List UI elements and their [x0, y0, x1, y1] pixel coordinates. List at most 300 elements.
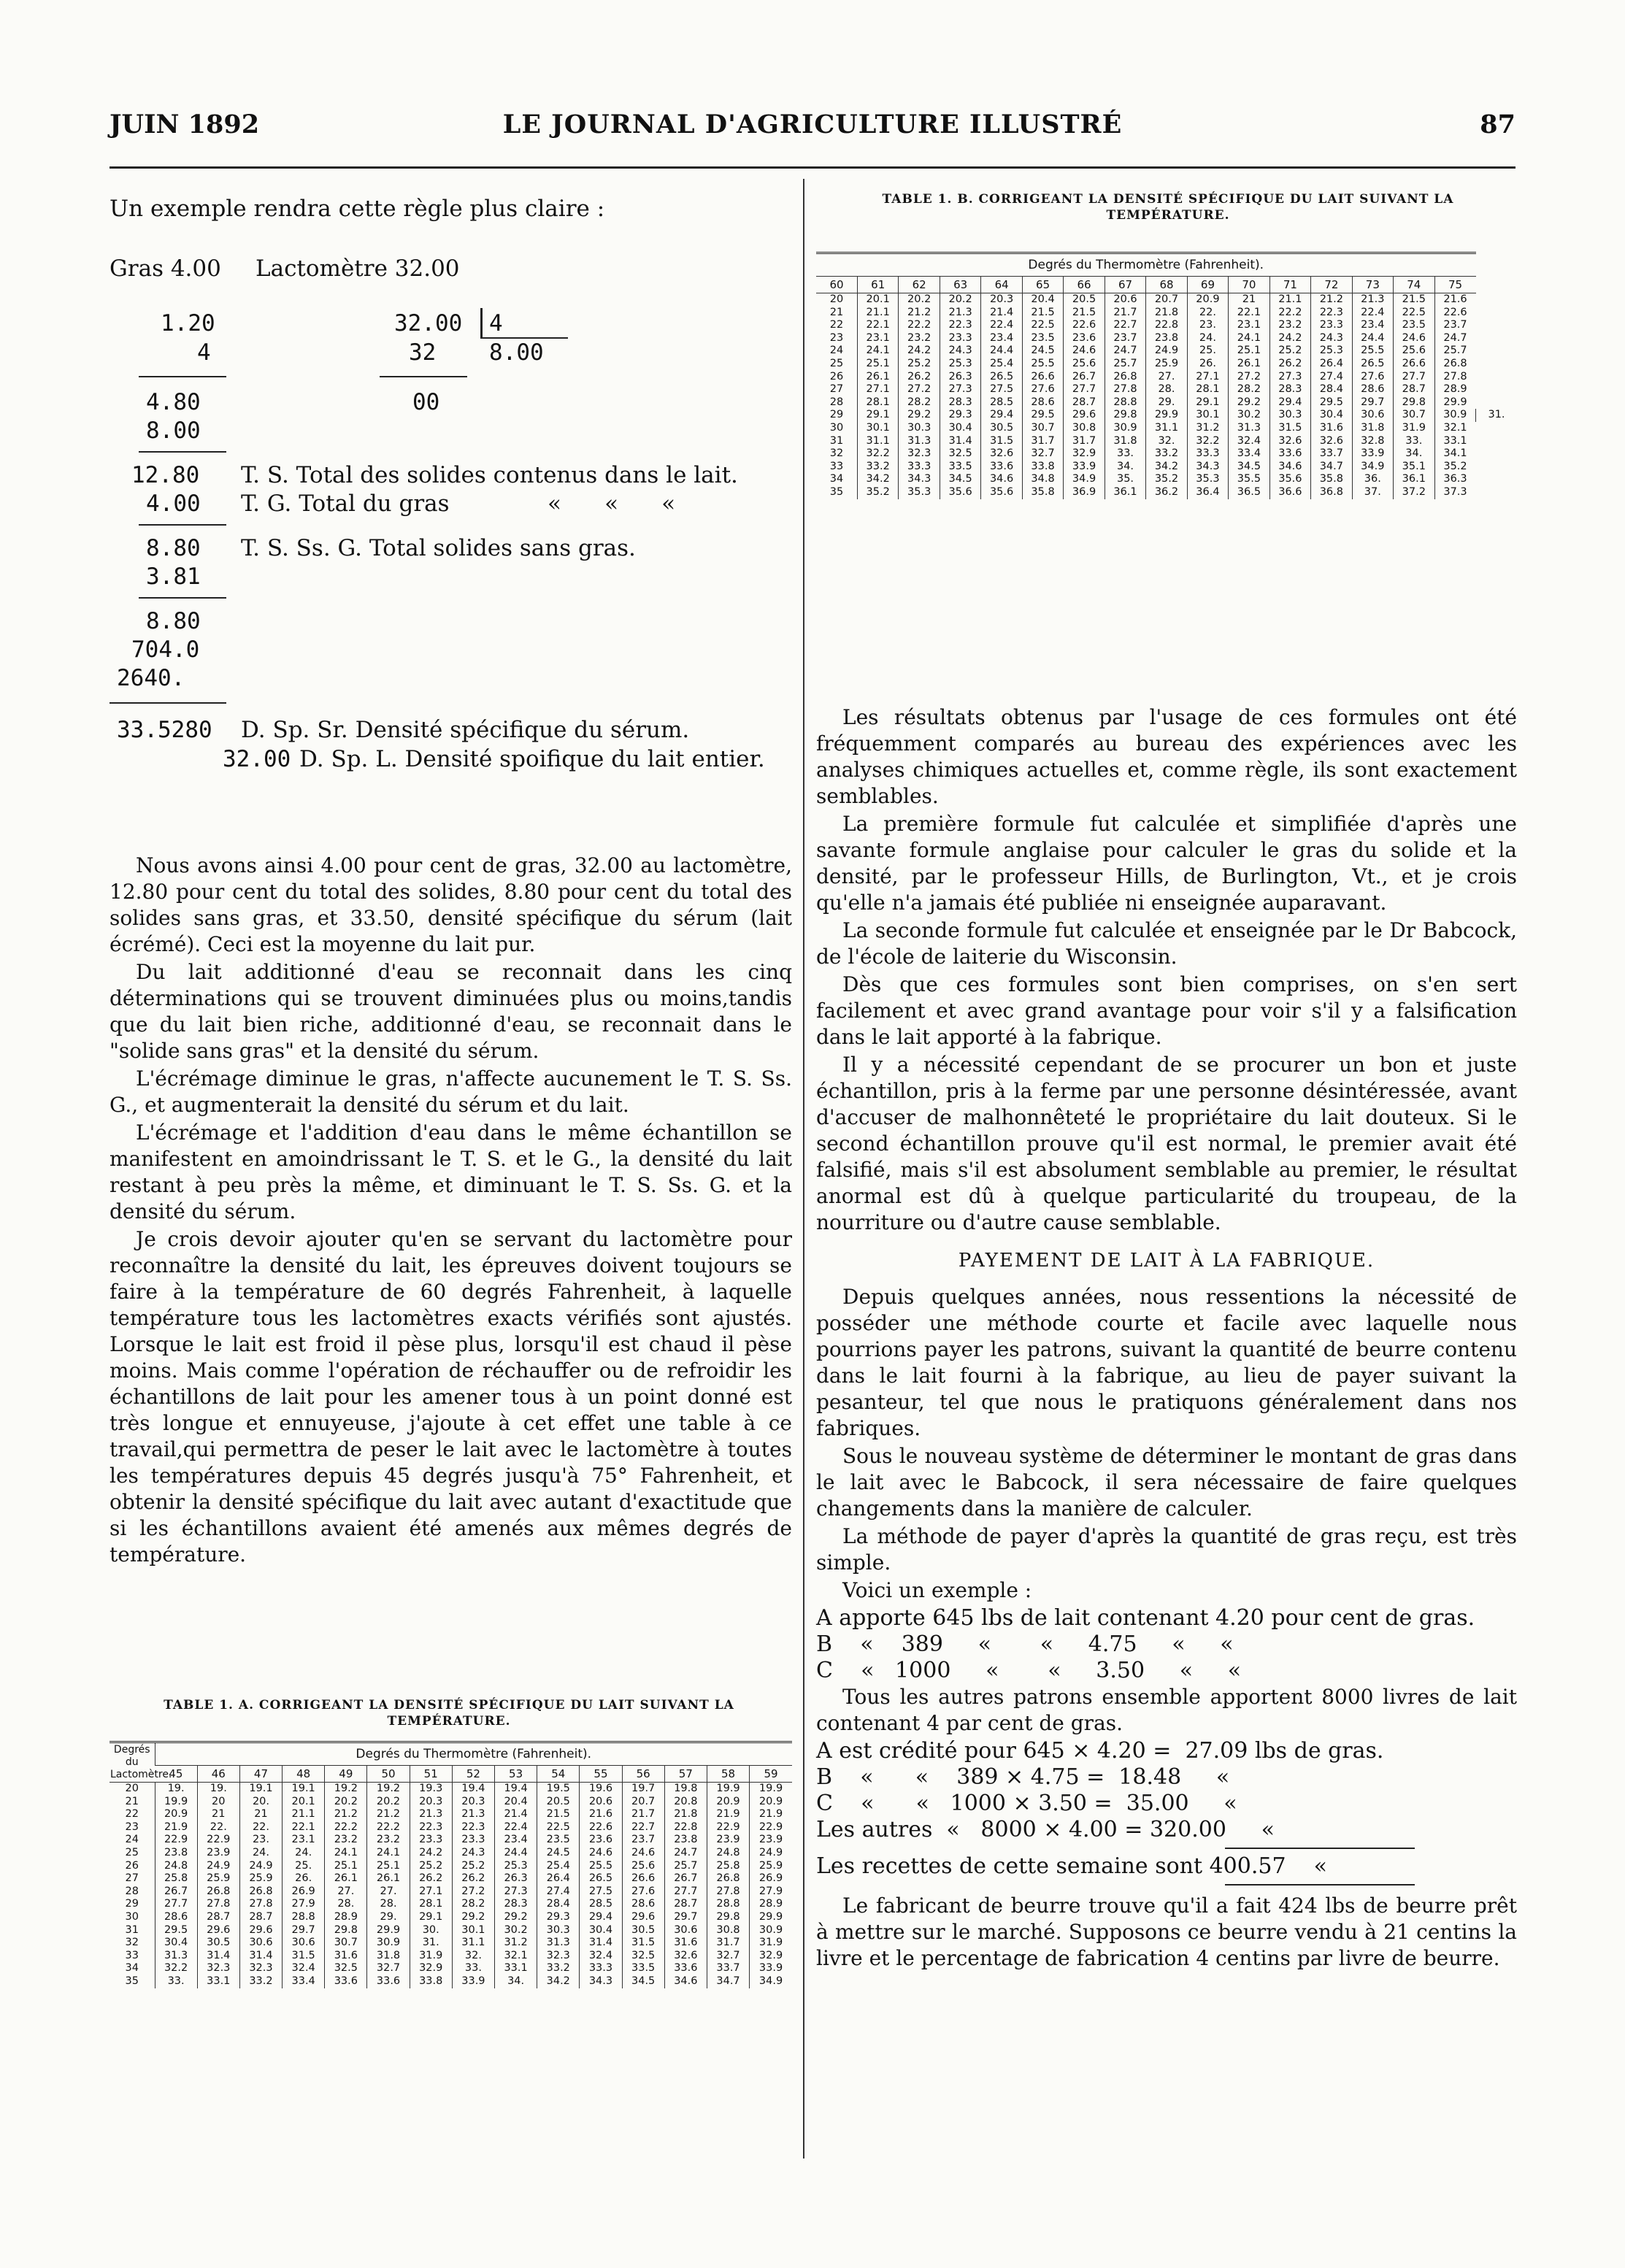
row-label: 28: [125, 1885, 139, 1897]
calc-divisor: 4: [489, 310, 503, 337]
row-label: 32: [125, 1937, 139, 1949]
table-cell: 25.4: [981, 358, 1022, 371]
table-cell: 29.9: [750, 1911, 792, 1924]
table-cell: 21: [1229, 293, 1269, 307]
table-cell: 27.6: [622, 1885, 664, 1899]
table-row: [110, 1872, 792, 1885]
table-b: [816, 252, 1517, 499]
credit-line: B « « 389 × 4.75 = 18.48 «: [816, 1764, 1230, 1790]
table-cell: 25.9: [1146, 358, 1187, 371]
table-cell: 23.3: [452, 1834, 494, 1847]
table-cell: 22.7: [622, 1821, 664, 1834]
table-cell: 25.2: [452, 1860, 494, 1873]
table-cell: 22.: [197, 1821, 239, 1834]
table-cell: 27.: [325, 1885, 367, 1899]
table-cell: 21: [239, 1808, 282, 1821]
table-row: [816, 396, 1517, 410]
table-cell: 34.3: [1187, 461, 1228, 474]
table-cell: 22.2: [367, 1821, 410, 1834]
column-header: 55: [580, 1766, 622, 1783]
table-cell: 34.5: [1229, 461, 1269, 474]
table-cell: 29.2: [1229, 396, 1269, 410]
table-cell: 34.2: [537, 1975, 580, 1988]
row-label: 25: [829, 357, 844, 369]
table-cell: 29.5: [1311, 396, 1352, 410]
table-cell: 26.8: [1105, 371, 1145, 384]
paragraph: Dès que ces formules sont bien comprises, on s'en sert facilement et avec grand avantage pour voir s'il y a falsification dans le lait apporté à la fabrique.: [816, 972, 1517, 1049]
table-cell: 25.2: [1269, 345, 1310, 358]
table-cell: 20.1: [857, 293, 898, 307]
table-cell: 24.1: [367, 1847, 410, 1860]
table-cell: 37.3: [1434, 486, 1475, 499]
table-cell: 21.2: [1311, 293, 1352, 307]
table-cell: 23.2: [899, 332, 940, 345]
row-label: 23: [125, 1821, 139, 1833]
table-cell: 30.7: [1394, 409, 1434, 422]
table-cell: 34.1: [1434, 447, 1475, 461]
table-row: [816, 293, 1517, 307]
table-cell: 25.1: [1229, 345, 1269, 358]
total-rule: [1225, 1884, 1415, 1885]
table-cell: 25.3: [940, 358, 980, 371]
row-label: 27: [125, 1872, 139, 1885]
table-cell: 19.8: [664, 1783, 707, 1796]
table-cell: 21.4: [981, 307, 1022, 320]
table-cell: 28.2: [452, 1898, 494, 1911]
table-cell: 21.3: [410, 1808, 452, 1821]
table-cell: 22.3: [940, 319, 980, 332]
table-cell: 29.1: [410, 1911, 452, 1924]
table-row: [816, 383, 1517, 396]
table-cell: 22.6: [1064, 319, 1105, 332]
sum-line: [139, 524, 226, 526]
correction-table-a: [110, 1741, 792, 1988]
table-cell: 32.6: [1269, 435, 1310, 448]
table-cell: 29.5: [155, 1924, 197, 1937]
table-cell: 31.: [1476, 409, 1518, 422]
calc-value: 8.00: [146, 418, 201, 444]
table-cell: 27.8: [1434, 371, 1475, 384]
table-cell: 24.9: [1146, 345, 1187, 358]
table-cell: 27.2: [1229, 371, 1269, 384]
row-label: 22: [829, 319, 844, 331]
table-cell: 24.3: [1311, 332, 1352, 345]
table-cell: 31.9: [1394, 422, 1434, 435]
table-cell: 27.6: [1352, 371, 1393, 384]
table-cell: 36.8: [1311, 486, 1352, 499]
column-header: 57: [664, 1766, 707, 1783]
table-cell: 30.1: [452, 1924, 494, 1937]
column-header: 49: [325, 1766, 367, 1783]
table-cell: 21.5: [537, 1808, 580, 1821]
table-cell: 23.8: [664, 1834, 707, 1847]
table-cell: 25.6: [622, 1860, 664, 1873]
table-cell: 30.8: [707, 1924, 749, 1937]
table-row: [110, 1847, 792, 1860]
table-cell: 30.9: [1434, 409, 1475, 422]
table-cell: 30.1: [1187, 409, 1228, 422]
table-cell: 27.7: [664, 1885, 707, 1899]
table-cell: 26.2: [899, 371, 940, 384]
table-cell: 27.7: [1394, 371, 1434, 384]
credit-line: A est crédité pour 645 × 4.20 = 27.09 lbs de gras.: [816, 1738, 1384, 1764]
row-label: 31: [829, 434, 844, 447]
table-cell: 23.3: [410, 1834, 452, 1847]
table-cell: 29.8: [325, 1924, 367, 1937]
table-cell: 30.6: [239, 1937, 282, 1950]
table-cell: 28.7: [664, 1898, 707, 1911]
table-cell: 20.2: [367, 1796, 410, 1809]
table-cell: 24.1: [325, 1847, 367, 1860]
table-cell: 23.7: [622, 1834, 664, 1847]
table-cell: 25.1: [367, 1860, 410, 1873]
table-cell: 21.1: [283, 1808, 325, 1821]
table-cell: 31.1: [1146, 422, 1187, 435]
table-cell: 31.6: [1311, 422, 1352, 435]
table-row: [110, 1950, 792, 1963]
table-cell: 35.1: [1394, 461, 1434, 474]
table-cell: 26.3: [940, 371, 980, 384]
table-cell: 31.4: [940, 435, 980, 448]
column-header: 48: [283, 1766, 325, 1783]
calc-value: 4.80: [146, 389, 201, 415]
table-cell: 32.3: [537, 1950, 580, 1963]
table-cell: 19.1: [283, 1783, 325, 1796]
table-cell: 26.7: [664, 1872, 707, 1885]
table-cell: 20.7: [1146, 293, 1187, 307]
table-cell: 24.1: [1229, 332, 1269, 345]
table-cell: 29.4: [981, 409, 1022, 422]
table-cell: 19.2: [325, 1783, 367, 1796]
column-header: 72: [1311, 277, 1352, 293]
table-cell: 33.8: [1022, 461, 1063, 474]
table-cell: 27.9: [283, 1898, 325, 1911]
column-header: 74: [1394, 277, 1434, 293]
table-cell: 22.2: [899, 319, 940, 332]
paragraph: Les résultats obtenus par l'usage de ces formules ont été fréquemment comparés au bureau des expériences avec les analyses chimiques actuelles et, comme règle, ils sont exactement semblables.: [816, 705, 1517, 808]
table-cell: 32.7: [367, 1962, 410, 1975]
table-cell: 24.1: [857, 345, 898, 358]
table-row: [110, 1924, 792, 1937]
table-cell: 32.1: [495, 1950, 537, 1963]
header-rule: [110, 166, 1515, 169]
table-cell: 36.1: [1394, 473, 1434, 486]
table-cell: 35.2: [1146, 473, 1187, 486]
table-row: [110, 1937, 792, 1950]
table-cell: 27.7: [1064, 383, 1105, 396]
table-cell: 24.: [239, 1847, 282, 1860]
table-cell: 27.9: [750, 1885, 792, 1899]
table-cell: 25.3: [1311, 345, 1352, 358]
table-cell: 19.1: [239, 1783, 282, 1796]
table-cell: 22.9: [750, 1821, 792, 1834]
table-cell: 25.7: [1105, 358, 1145, 371]
table-row: [110, 1898, 792, 1911]
table-cell: 32.2: [1187, 435, 1228, 448]
table-cell: 32.9: [410, 1962, 452, 1975]
table-cell: 32.1: [1434, 422, 1475, 435]
left-text-body: [110, 853, 792, 1569]
table-cell: 20.3: [981, 293, 1022, 307]
table-cell: 27.1: [410, 1885, 452, 1899]
table-cell: 23.3: [1311, 319, 1352, 332]
table-cell: 33.5: [622, 1962, 664, 1975]
table-cell: 21.9: [155, 1821, 197, 1834]
table-cell: 29.1: [1187, 396, 1228, 410]
table-cell: 26.6: [622, 1872, 664, 1885]
column-header: 73: [1352, 277, 1393, 293]
paragraph: Sous le nouveau système de déterminer le montant de gras dans le lait avec le Babcock, il sera nécessaire de faire quelques changements dans la manière de calculer.: [816, 1444, 1517, 1521]
column-header: 51: [410, 1766, 452, 1783]
table-cell: 31.4: [197, 1950, 239, 1963]
table-cell: 25.6: [1394, 345, 1434, 358]
table-cell: 28.7: [239, 1911, 282, 1924]
table-cell: 30.2: [1229, 409, 1269, 422]
table-cell: 29.3: [537, 1911, 580, 1924]
example-line: C « 1000 « « 3.50 « «: [816, 1658, 1242, 1683]
example-line: B « 389 « « 4.75 « «: [816, 1631, 1234, 1657]
row-label: 27: [829, 383, 844, 396]
column-header: 45: [155, 1766, 197, 1783]
table-cell: 32.3: [899, 447, 940, 461]
table-cell: 28.4: [1311, 383, 1352, 396]
table-cell: 24.7: [664, 1847, 707, 1860]
table-cell: 27.4: [1311, 371, 1352, 384]
table-cell: 32.3: [197, 1962, 239, 1975]
table-cell: 26.1: [325, 1872, 367, 1885]
table-cell: 34.5: [940, 473, 980, 486]
table-cell: 33.6: [664, 1962, 707, 1975]
table-cell: 28.8: [283, 1911, 325, 1924]
table-cell: 29.6: [622, 1911, 664, 1924]
table-cell: 21.1: [857, 307, 898, 320]
table-cell: 23.5: [1394, 319, 1434, 332]
table-cell: 20.5: [1064, 293, 1105, 307]
table-cell: 26.8: [239, 1885, 282, 1899]
table-cell: 29.7: [283, 1924, 325, 1937]
section-title: PAYEMENT DE LAIT À LA FABRIQUE.: [958, 1250, 1375, 1272]
table-cell: 22.5: [1394, 307, 1434, 320]
row-label: 35: [829, 485, 844, 498]
table-row: [816, 422, 1517, 435]
table-cell: 33.9: [452, 1975, 494, 1988]
table-cell: 28.1: [410, 1898, 452, 1911]
sum-line: [139, 597, 226, 599]
table-cell: 32.5: [940, 447, 980, 461]
table-cell: 32.3: [239, 1962, 282, 1975]
table-cell: 28.4: [537, 1898, 580, 1911]
table-cell: 22.4: [495, 1821, 537, 1834]
table-cell: 19.4: [495, 1783, 537, 1796]
calc-value: 1.20: [161, 310, 215, 337]
table-cell: 29.6: [1064, 409, 1105, 422]
table-cell: 28.7: [1064, 396, 1105, 410]
row-label: 29: [125, 1898, 139, 1910]
table-a-caption: TABLE 1. A. CORRIGEANT LA DENSITÉ SPÉCIFIQUE DU LAIT SUIVANT LA TEMPÉRATURE.: [164, 1698, 734, 1729]
table-cell: 21.2: [367, 1808, 410, 1821]
table-cell: 20.9: [1187, 293, 1228, 307]
table-row: [110, 1885, 792, 1899]
table-cell: 36.5: [1229, 486, 1269, 499]
table-cell: 21.5: [1394, 293, 1434, 307]
table-cell: 34.: [1394, 447, 1434, 461]
table-cell: 30.5: [981, 422, 1022, 435]
table-cell: 29.9: [1434, 396, 1475, 410]
table-cell: 22.3: [1311, 307, 1352, 320]
table-cell: 33.9: [750, 1962, 792, 1975]
table-cell: 21.2: [899, 307, 940, 320]
table-cell: 19.7: [622, 1783, 664, 1796]
table-cell: 31.8: [367, 1950, 410, 1963]
table-cell: 20.1: [283, 1796, 325, 1809]
table-cell: 23.2: [325, 1834, 367, 1847]
table-cell: 33.: [452, 1962, 494, 1975]
table-cell: 27.7: [155, 1898, 197, 1911]
table-cell: 21.9: [707, 1808, 749, 1821]
table-cell: 30.9: [1105, 422, 1145, 435]
table-cell: 25.7: [1434, 345, 1475, 358]
table-cell: 19.2: [367, 1783, 410, 1796]
table-cell: 26.1: [1229, 358, 1269, 371]
table-cell: 28.1: [1187, 383, 1228, 396]
row-label: 35: [125, 1975, 139, 1987]
journal-title: LE JOURNAL D'AGRICULTURE ILLUSTRÉ: [502, 109, 1123, 139]
table-cell: 30.3: [899, 422, 940, 435]
table-cell: 36.2: [1146, 486, 1187, 499]
table-cell: 33.4: [1229, 447, 1269, 461]
table-cell: 34.: [1105, 461, 1145, 474]
table-cell: 24.: [1187, 332, 1228, 345]
paragraph: Nous avons ainsi 4.00 pour cent de gras, 32.00 au lactomètre, 12.80 pour cent du total des solides, 8.80 pour cent du total des solides sans gras, et 33.50, densité spécifique du sérum (lait écrémé). Ceci est la moyenne du lait pur.: [110, 853, 792, 956]
table-cell: 30.8: [1064, 422, 1105, 435]
table-row: [816, 461, 1517, 474]
table-cell: 24.9: [239, 1860, 282, 1873]
table-cell: 35.8: [1022, 486, 1063, 499]
column-header: 71: [1269, 277, 1310, 293]
table-cell: 22.2: [325, 1821, 367, 1834]
table-cell: 22.6: [1434, 307, 1475, 320]
column-header: 65: [1022, 277, 1063, 293]
table-cell: 22.9: [707, 1821, 749, 1834]
table-cell: 31.5: [1269, 422, 1310, 435]
table-cell: 26.: [283, 1872, 325, 1885]
table-cell: 35.3: [1187, 473, 1228, 486]
table-cell: 22.3: [452, 1821, 494, 1834]
table-cell: 29.6: [197, 1924, 239, 1937]
table-cell: 28.: [325, 1898, 367, 1911]
column-header: 63: [940, 277, 980, 293]
table-cell: 28.6: [622, 1898, 664, 1911]
table-cell: 25.5: [1022, 358, 1063, 371]
table-cell: 24.3: [940, 345, 980, 358]
row-label: 21: [829, 306, 844, 318]
column-header: 66: [1064, 277, 1105, 293]
table-cell: 21.9: [750, 1808, 792, 1821]
column-header: 59: [750, 1766, 792, 1783]
table-cell: 31.6: [664, 1937, 707, 1950]
table-cell: 33.7: [707, 1962, 749, 1975]
table-cell: 21.3: [940, 307, 980, 320]
table-cell: 29.4: [1269, 396, 1310, 410]
table-cell: 30.4: [580, 1924, 622, 1937]
table-cell: 25.8: [707, 1860, 749, 1873]
table-cell: 30.3: [1269, 409, 1310, 422]
table-cell: 28.: [367, 1898, 410, 1911]
table-cell: 34.2: [1146, 461, 1187, 474]
table-cell: 33.2: [857, 461, 898, 474]
table-cell: 34.2: [857, 473, 898, 486]
table-cell: 20.2: [940, 293, 980, 307]
table-cell: 29.1: [857, 409, 898, 422]
table-cell: 35.2: [857, 486, 898, 499]
column-header: 53: [495, 1766, 537, 1783]
row-label: 22: [125, 1808, 139, 1821]
table-cell: 29.2: [495, 1911, 537, 1924]
table-cell: 28.6: [155, 1911, 197, 1924]
table-cell: 22.7: [1105, 319, 1145, 332]
table-cell: 33.1: [197, 1975, 239, 1988]
paragraph: Depuis quelques années, nous ressentions la nécessité de posséder une méthode courte et facile avec laquelle nous pourrions payer les patrons, suivant la quantité de beurre contenu dans le lait fourni à la fabrique, au lieu de payer suivant la pesanteur, tel que nous le pratiquons généralement dans nos fabriques.: [816, 1285, 1517, 1440]
table-cell: 33.7: [1311, 447, 1352, 461]
paragraph: L'écrémage diminue le gras, n'affecte aucunement le T. S. Ss. G., et augmenterait la densité du sérum et du lait.: [110, 1066, 792, 1117]
table-cell: 30.4: [155, 1937, 197, 1950]
table-cell: 26.9: [750, 1872, 792, 1885]
table-cell: 35.6: [940, 486, 980, 499]
table-cell: 24.6: [1064, 345, 1105, 358]
column-header: 68: [1146, 277, 1187, 293]
table-cell: 24.: [283, 1847, 325, 1860]
table-row: [110, 1834, 792, 1847]
paragraph: Tous les autres patrons ensemble apportent 8000 livres de lait contenant 4 par cent de gras.: [816, 1685, 1517, 1735]
table-row: [816, 358, 1517, 371]
table-cell: 20.3: [410, 1796, 452, 1809]
table-cell: 21.3: [452, 1808, 494, 1821]
table-cell: 20.6: [580, 1796, 622, 1809]
table-cell: 21.7: [1105, 307, 1145, 320]
table-cell: 19.9: [707, 1783, 749, 1796]
table-cell: 25.: [283, 1860, 325, 1873]
table-cell: 26.7: [1064, 371, 1105, 384]
table-cell: 29.: [367, 1911, 410, 1924]
table-cell: 36.9: [1064, 486, 1105, 499]
table-cell: 24.8: [155, 1860, 197, 1873]
table-cell: 31.5: [283, 1950, 325, 1963]
table-cell: 19.: [197, 1783, 239, 1796]
table-cell: 20.2: [899, 293, 940, 307]
table-cell: 31.7: [707, 1937, 749, 1950]
table-cell: 29.8: [1394, 396, 1434, 410]
example-intro: Voici un exemple :: [842, 1578, 1032, 1602]
column-header: 75: [1434, 277, 1475, 293]
table-cell: 32.2: [857, 447, 898, 461]
table-row: [110, 1962, 792, 1975]
table-cell: 35.6: [1269, 473, 1310, 486]
table-cell: 23.4: [981, 332, 1022, 345]
table-cell: 31.3: [537, 1937, 580, 1950]
table-cell: 33.2: [537, 1962, 580, 1975]
table-cell: 27.2: [899, 383, 940, 396]
table-cell: 34.7: [1311, 461, 1352, 474]
table-cell: 35.: [1105, 473, 1145, 486]
example-line: A apporte 645 lbs de lait contenant 4.20 pour cent de gras.: [816, 1605, 1475, 1631]
calc-value: 4.00: [146, 491, 201, 517]
table-cell: 21.2: [325, 1808, 367, 1821]
table-cell: 32.4: [580, 1950, 622, 1963]
table-cell: 26.6: [1022, 371, 1063, 384]
calc-label: T. S. Total des solides contenus dans le lait.: [241, 462, 738, 488]
table-cell: 33.4: [283, 1975, 325, 1988]
table-cell: 27.2: [452, 1885, 494, 1899]
